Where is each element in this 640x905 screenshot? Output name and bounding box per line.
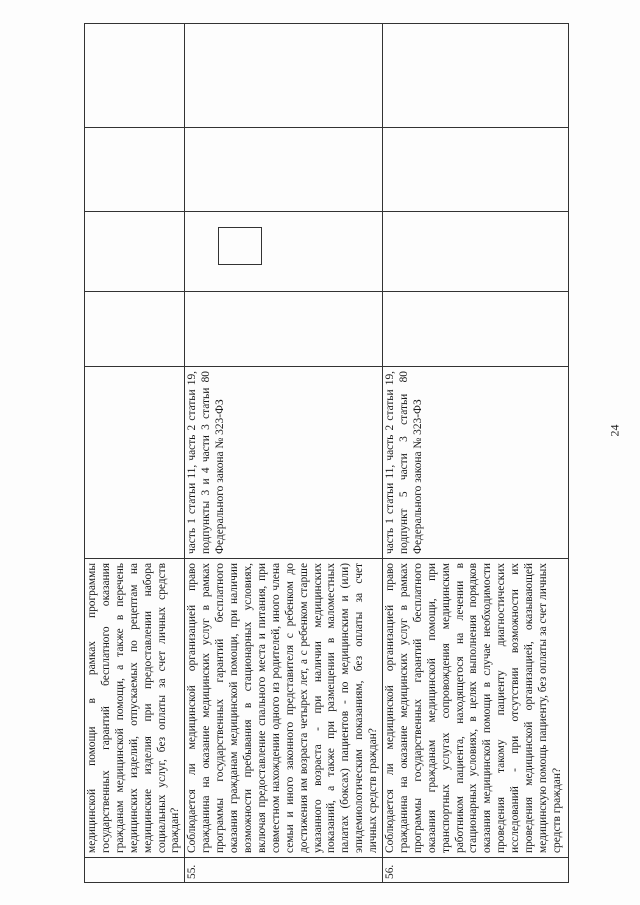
empty-cell	[383, 212, 569, 292]
empty-cell	[185, 24, 383, 128]
empty-cell	[85, 292, 185, 367]
row-number: 55.	[185, 858, 383, 883]
page-number: 24	[607, 424, 622, 437]
empty-cell	[185, 212, 383, 292]
empty-cell	[383, 128, 569, 212]
empty-cell	[85, 128, 185, 212]
table-row	[185, 24, 383, 883]
checklist-table	[84, 23, 569, 883]
rotated-sheet	[84, 24, 563, 883]
empty-cell	[85, 24, 185, 128]
empty-box	[218, 227, 262, 265]
row-number: 56.	[383, 858, 569, 883]
question-cell: Соблюдается ли медицинской организацией право гражданина на оказание медицинских услуг в рамках программы государственных гарантий бесплатного оказания гражданам медицинской помощи, при наличии возможности пребывания в стационарных условиях, включая предоставление спального места и питания, при совместном нахождении одного из родителей, иного члена семьи и иного законного представителя с ребенком до достижения им возраста четырех лет, а с ребенком старше указанного возраста - при наличии медицинских показаний, а также при размещении в маломестных палатах (боксах) пациентов - по медицинским и (или) эпидемиологическим показаниям, без оплаты за счет личных средств граждан?	[185, 559, 383, 858]
law-cell: часть 1 статьи 11, часть 2 статьи 19, подпункты 3 и 4 части 3 статьи 80 Федерального закона № 323-ФЗ	[185, 367, 383, 559]
question-cell: Соблюдается ли медицинской организацией право гражданина на оказание медицинских услуг в рамках программы государственных гарантий бесплатного оказания гражданам медицинской помощи, при транспортных услугах сопровождения медицинским работником пациента, находящегося на лечении в стационарных условиях, в целях выполнения порядков оказания медицинской помощи в случае необходимости проведения такому пациенту диагностических исследований - при отсутствии возможности их проведения медицинской организацией, оказывающей медицинскую помощь пациенту, без оплаты за счет личных средств граждан?	[383, 559, 569, 858]
table-row	[383, 24, 569, 883]
empty-cell	[85, 212, 185, 292]
row-number	[85, 858, 185, 883]
law-cell: часть 1 статьи 11, часть 2 статьи 19, подпункт 5 части 3 статьи 80 Федерального закона № 323-ФЗ	[383, 367, 569, 559]
empty-cell	[185, 128, 383, 212]
question-cell: медицинской помощи в рамках программы государственных гарантий бесплатного оказания гражданам медицинской помощи, а также в перечень медицинских изделий, отпускаемых по рецептам на медицинские изделия при предоставлении набора социальных услуг, без оплаты за счет личных средств граждан?	[85, 559, 185, 858]
law-cell	[85, 367, 185, 559]
table-row	[85, 24, 185, 883]
empty-cell	[383, 24, 569, 128]
empty-cell	[383, 292, 569, 367]
empty-cell	[185, 292, 383, 367]
